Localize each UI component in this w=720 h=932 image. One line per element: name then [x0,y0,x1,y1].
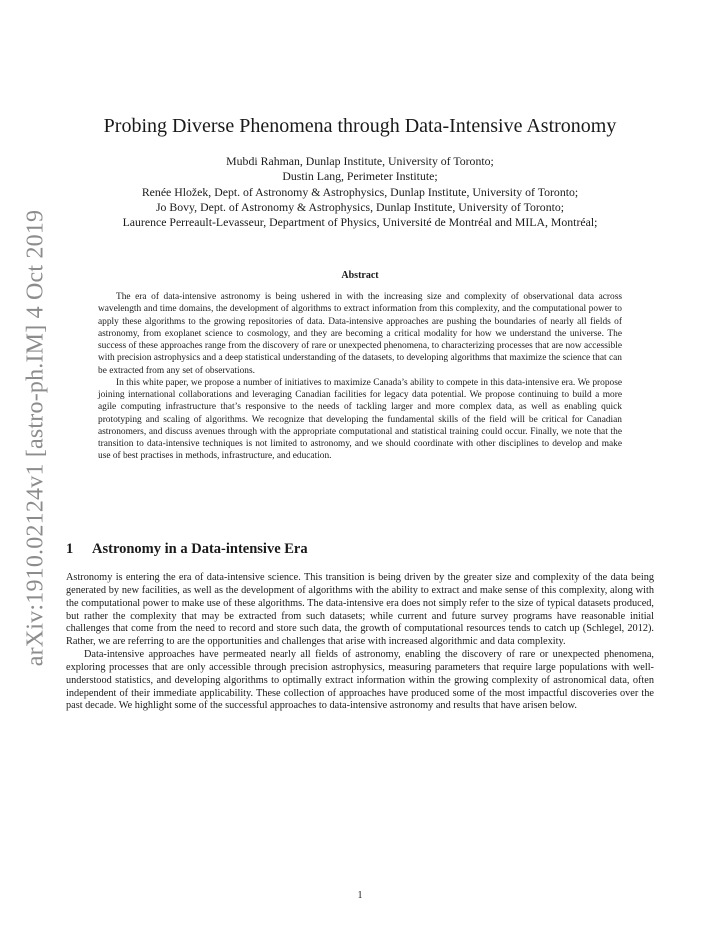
paper-title: Probing Diverse Phenomena through Data-Intensive Astronomy [103,115,617,137]
body-paragraph: Data-intensive approaches have permeated nearly all fields of astronomy, enabling the discovery of rare or unexpected phenomena, exploring processes that are only accessible through precision astrophysics, measuring parameters that require large populations with well-understood statistics, and developing algorithms to optimally extract information within the growing complexity of astronomical data, often independent of their immediate applicability. These collection of approaches have produced some of the most impactful discoveries over the past decade. We highlight some of the successful approaches to data-intensive astronomy and results that have arisen below. [66,649,654,712]
author-line: Jo Bovy, Dept. of Astronomy & Astrophysics, Dunlap Institute, University of Toronto; [155,199,565,214]
section-heading [66,540,308,558]
arxiv-identifier-stamp: arXiv:1910.02124v1 [astro-ph.IM] 4 Oct 2019 [22,209,49,667]
body-paragraph: Astronomy is entering the era of data-intensive science. This transition is being driven by the greater size and complexity of the data being generated by new facilities, as well as the development of algorithms with the ability to extract and make sense of this complexity, along with the computational power to make use of these algorithms. The data-intensive era does not simply refer to the size of typical datasets produced, but rather the complexity that may be extracted from such datasets; while current and future survey programs have reasonable initial challenges that come from the need to record and store such data, the growth of computational resources tends to catch up (Schlegel, 2012). Rather, we are referring to are the opportunities and challenges that arise with increased algorithmic and data complexity. [66,572,654,648]
author-line: Renée Hložek, Dept. of Astronomy & Astrophysics, Dunlap Institute, University of Toronto; [141,184,579,199]
author-list [0,154,720,230]
section-body [66,572,654,713]
author-line: Mubdi Rahman, Dunlap Institute, University of Toronto; [226,154,494,168]
abstract-paragraph: The era of data-intensive astronomy is being ushered in with the increasing size and complexity of observational data across wavelength and time domains, the development of algorithms to extract information from this complexity, and the computational power to apply these algorithms to the growing repositories of data. Data-intensive approaches are pushing the boundaries of nearly all fields of astronomy, from exoplanet science to cosmology, and they are becoming a critical modality for how we understand the universe. The success of these approaches range from the discovery of rare or unexpected phenomena, to characterizing processes that are now accessible with precision astrophysics and a deep statistical understanding of the datasets, to developing algorithms that maximize the science that can be extracted from any set of observations. [98,292,622,376]
section-title: Astronomy in a Data-intensive Era [92,541,308,557]
author-line: Laurence Perreault-Levasseur, Department of Physics, Université de Montréal and MILA, Montréal; [122,215,598,230]
section-number: 1 [66,541,74,557]
abstract-paragraph: In this white paper, we propose a number of initiatives to maximize Canada’s ability to compete in this data-intensive era. We propose joining international collaborations and leveraging Canadian facilities for legacy data potential. We propose continuing to build a more agile computing infrastructure that’s responsive to the needs of tackling larger and more complex data, as well as enabling quick prototyping and scaling of algorithms. We recognize that developing the fundamental skills of the field will be critical for Canadian astronomers, and discuss avenues through with the appropriate computational and statistical training could occur. Finally, we note that the transition to data-intensive techniques is not limited to astronomy, and we should coordinate with other disciplines to develop and make use of best practises in methods, infrastructure, and education. [98,377,622,462]
abstract-heading: Abstract [341,270,379,281]
author-line: Dustin Lang, Perimeter Institute; [282,169,438,184]
abstract-body [98,291,622,463]
page-number: 1 [357,890,363,901]
